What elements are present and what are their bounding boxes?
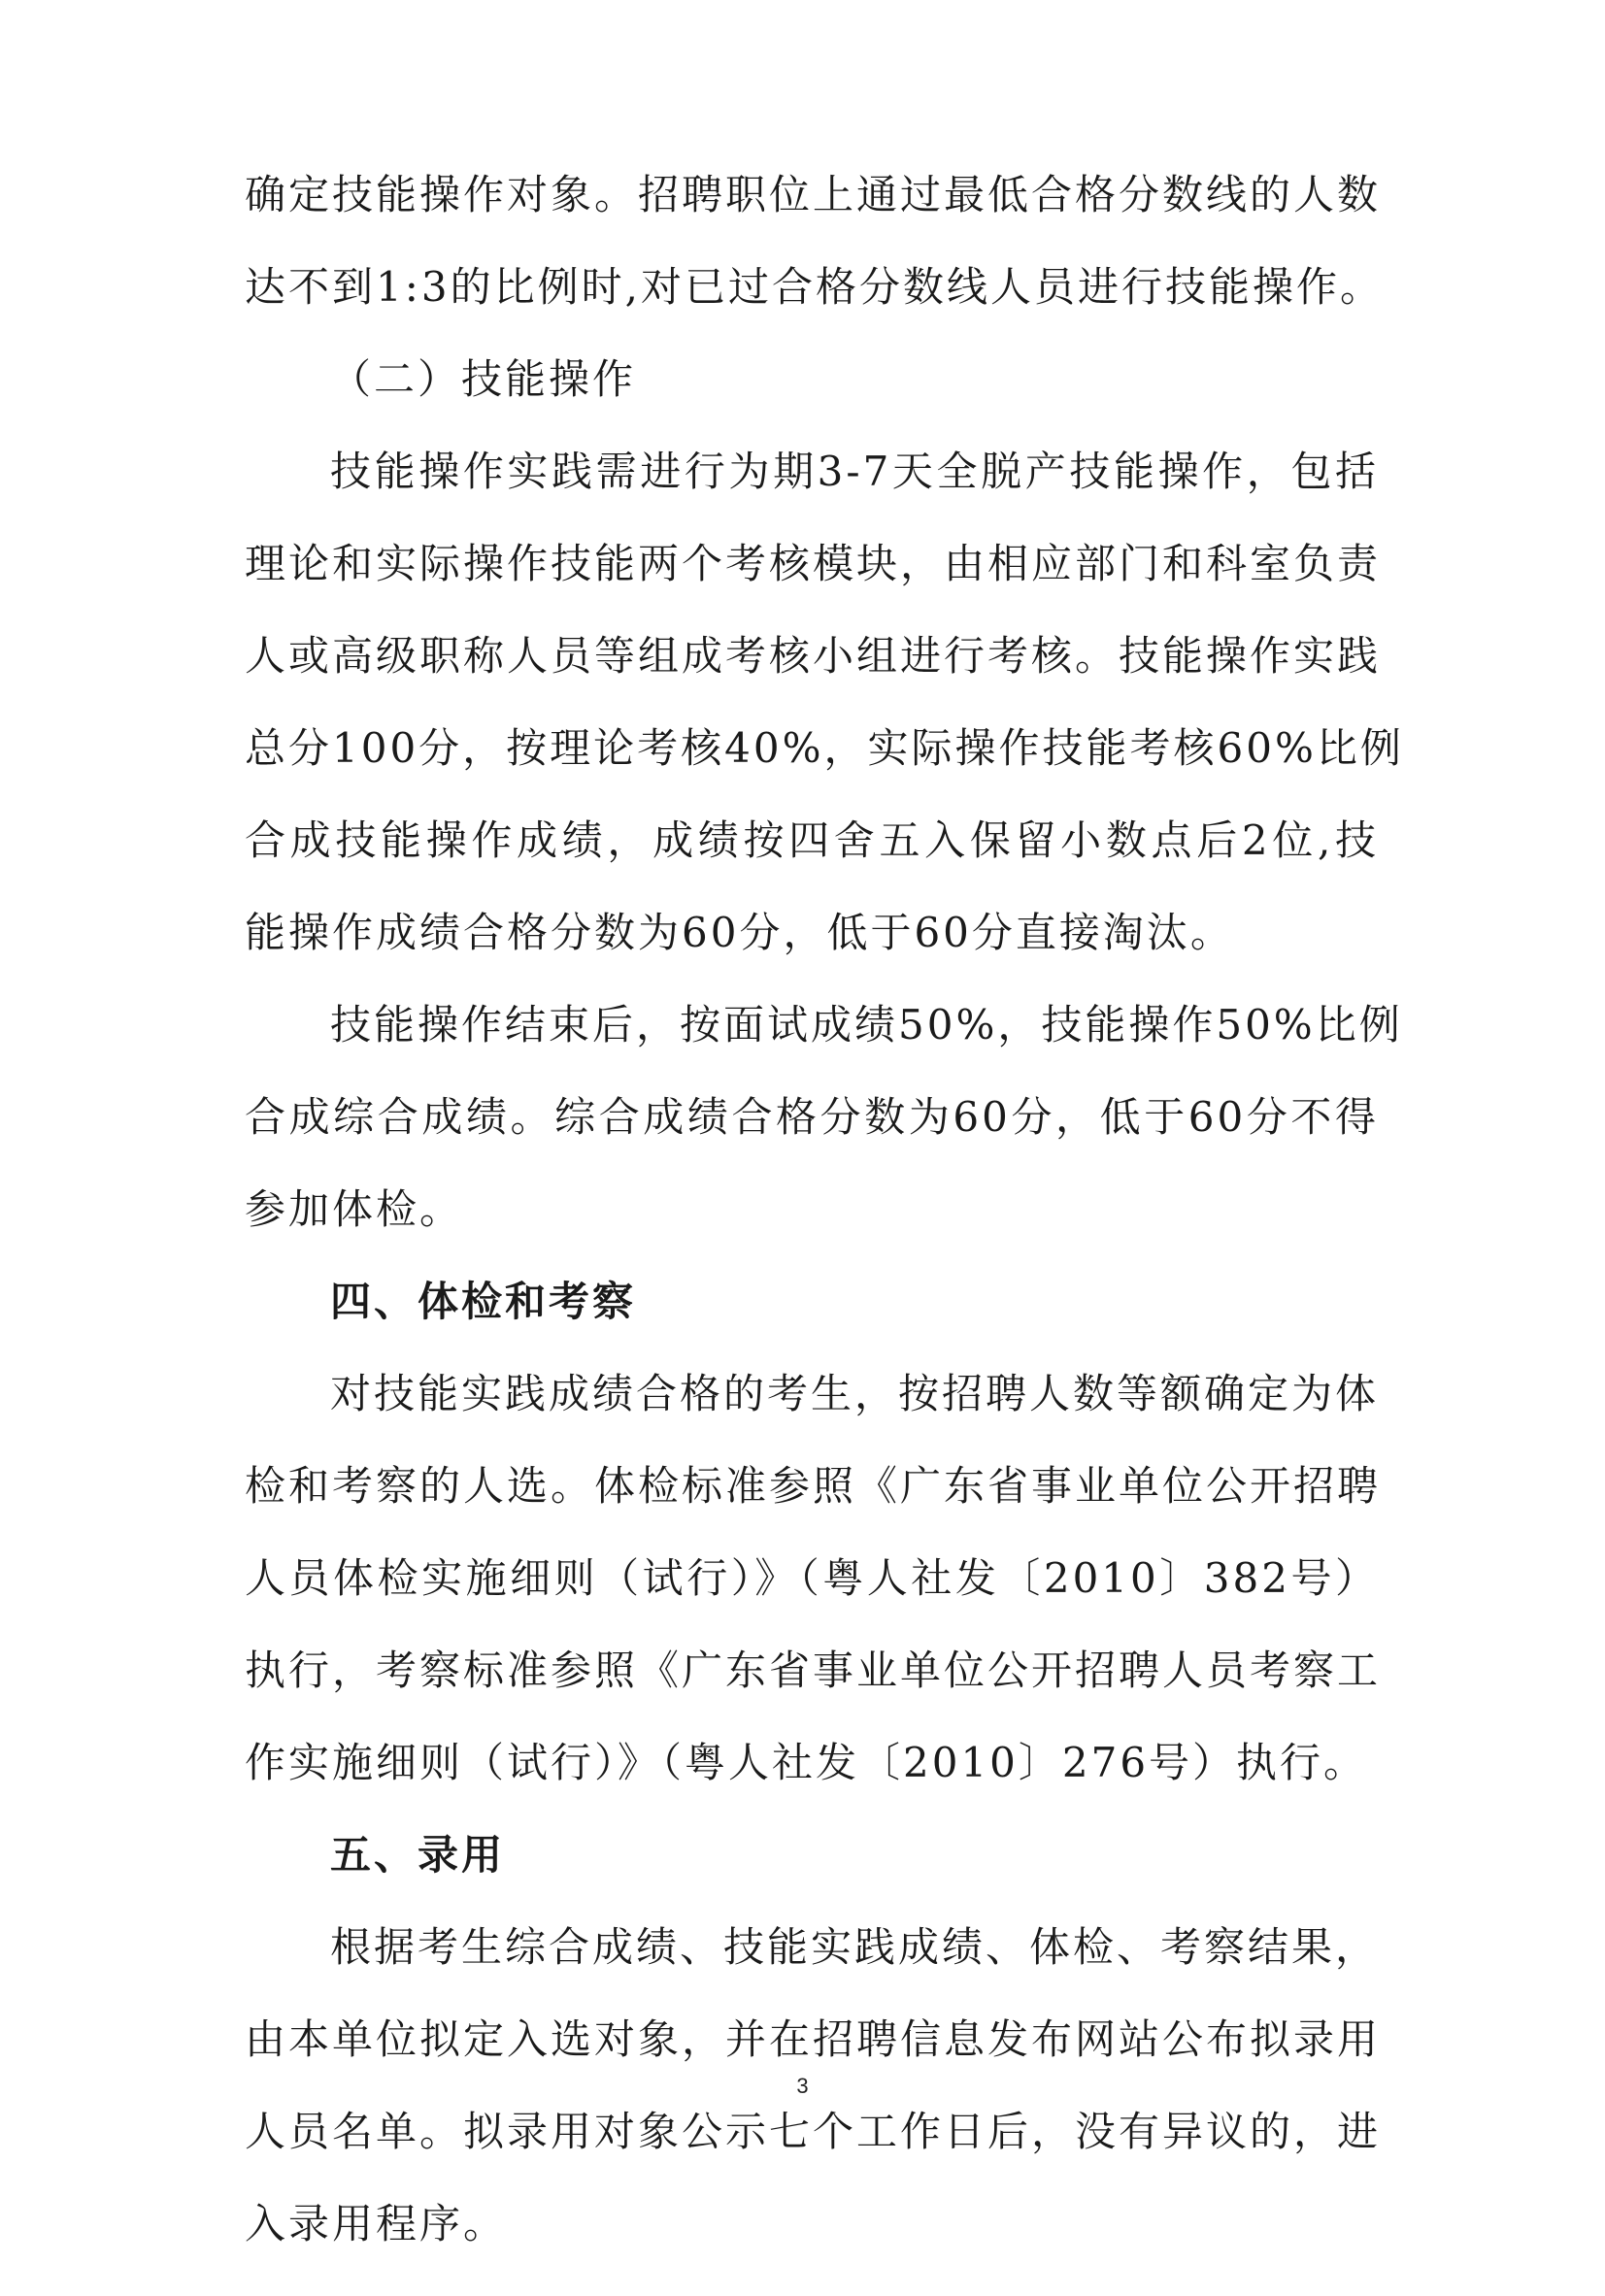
body-text-line: 技能操作实践需进行为期3-7天全脱产技能操作，包括 xyxy=(330,448,1379,495)
body-text-line: 合成综合成绩。综合成绩合格分数为60分，低于60分不得 xyxy=(245,1093,1379,1141)
body-text-line: 总分100分，按理论考核40%，实际操作技能考核60%比例 xyxy=(245,724,1404,772)
body-text-line: 根据考生综合成绩、技能实践成绩、体检、考察结果， xyxy=(330,1923,1380,1971)
body-text-line: 检和考察的人选。体检标准参照《广东省事业单位公开招聘 xyxy=(245,1462,1382,1510)
subsection-heading: （二）技能操作 xyxy=(330,355,637,403)
body-text-line: 确定技能操作对象。招聘职位上通过最低合格分数线的人数 xyxy=(245,171,1382,218)
body-text-line: 参加体检。 xyxy=(245,1185,464,1233)
body-text-line: 由本单位拟定入选对象，并在招聘信息发布网站公布拟录用 xyxy=(245,2015,1382,2063)
page-number: 3 xyxy=(796,2074,809,2098)
section-heading: 四、体检和考察 xyxy=(330,1278,637,1325)
body-text-line: 人或高级职称人员等组成考核小组进行考核。技能操作实践 xyxy=(245,632,1382,680)
section-heading: 五、录用 xyxy=(330,1831,506,1879)
body-text-line: 合成技能操作成绩，成绩按四舍五入保留小数点后2位,技 xyxy=(245,816,1379,864)
body-text-line: 达不到1:3的比例时,对已过合格分数线人员进行技能操作。 xyxy=(245,263,1384,311)
body-text-line: 人员名单。拟录用对象公示七个工作日后，没有异议的，进 xyxy=(245,2108,1382,2155)
body-text-line: 技能操作结束后，按面试成绩50%，技能操作50%比例 xyxy=(330,1001,1403,1048)
document-body xyxy=(245,171,1404,2296)
body-text-line: 执行，考察标准参照《广东省事业单位公开招聘人员考察工 xyxy=(245,1647,1382,1694)
body-text-line: 理论和实际操作技能两个考核模块，由相应部门和科室负责 xyxy=(245,540,1382,587)
body-text-line: 作实施细则（试行）》（粤人社发〔2010〕276号）执行。 xyxy=(245,1739,1368,1786)
body-text-line: 入录用程序。 xyxy=(245,2200,508,2247)
body-text-line: 能操作成绩合格分数为60分，低于60分直接淘汰。 xyxy=(245,909,1234,956)
body-text-line: 人员体检实施细则（试行）》（粤人社发〔2010〕382号） xyxy=(245,1554,1379,1602)
body-text-line: 对技能实践成绩合格的考生，按招聘人数等额确定为体 xyxy=(330,1370,1380,1417)
